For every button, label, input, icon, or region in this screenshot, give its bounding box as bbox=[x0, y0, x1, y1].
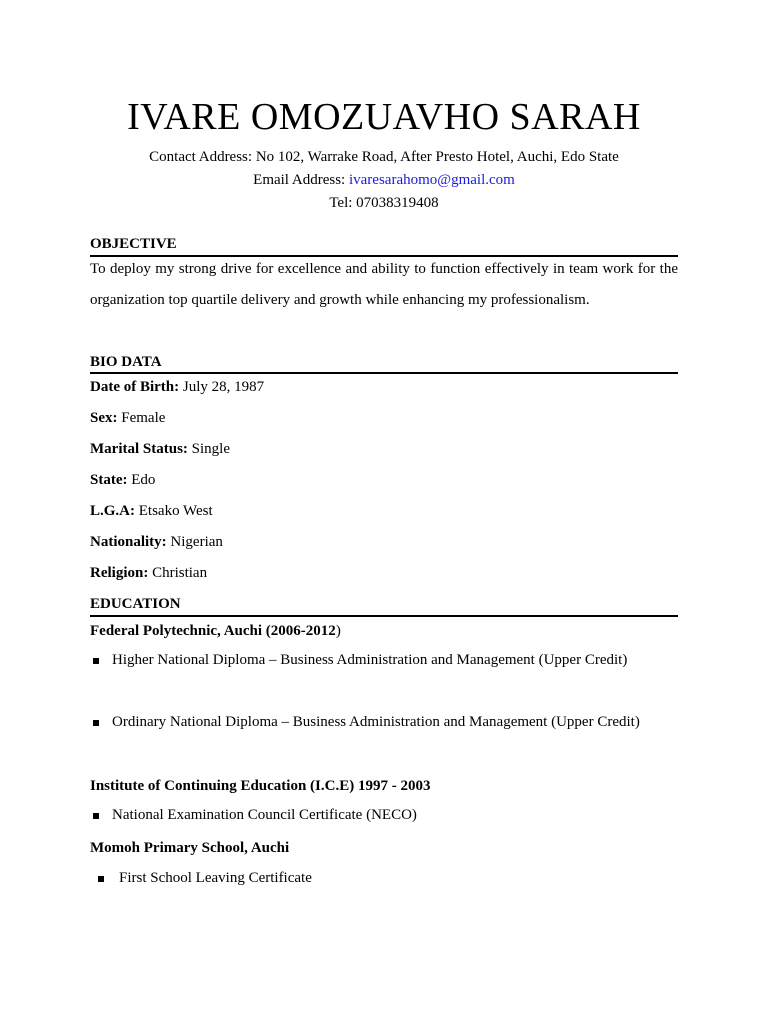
education-item-text: First School Leaving Certificate bbox=[119, 870, 312, 886]
school-name: Momoh Primary School, Auchi bbox=[90, 840, 290, 856]
bio-value: Christian bbox=[152, 565, 208, 581]
bio-value: Single bbox=[191, 441, 230, 457]
education-item-text: National Examination Council Certificate (NECO) bbox=[112, 807, 417, 823]
bullet-icon bbox=[93, 720, 99, 726]
bio-label: Marital Status: bbox=[90, 441, 188, 457]
school-institute-continuing-education bbox=[90, 775, 678, 797]
bio-row-nationality bbox=[90, 531, 678, 553]
bullet-icon bbox=[93, 813, 99, 819]
contact-address-line bbox=[90, 146, 678, 168]
school-momoh-primary bbox=[90, 837, 678, 859]
bullet-icon bbox=[93, 658, 99, 664]
school-name: Federal Polytechnic, Auchi (2006-2012 bbox=[90, 623, 336, 639]
bio-row-state bbox=[90, 469, 678, 491]
tel-line bbox=[90, 192, 678, 214]
school-name: Institute of Continuing Education (I.C.E) 1997 - 2003 bbox=[90, 778, 431, 794]
objective-heading: OBJECTIVE bbox=[90, 234, 678, 257]
education-item-text: Ordinary National Diploma – Business Administration and Management (Upper Credit) bbox=[112, 714, 640, 730]
bullet-icon bbox=[98, 876, 104, 882]
address-label: Contact Address: bbox=[149, 149, 253, 165]
education-heading: EDUCATION bbox=[90, 594, 678, 617]
bio-row-sex bbox=[90, 407, 678, 429]
bio-value: Etsako West bbox=[138, 503, 213, 519]
email-line bbox=[90, 169, 678, 191]
bio-row-marital-status bbox=[90, 438, 678, 460]
school-federal-polytechnic bbox=[90, 620, 678, 642]
resume-page bbox=[90, 0, 678, 1024]
bio-label: State: bbox=[90, 472, 128, 488]
bio-label: Date of Birth: bbox=[90, 379, 180, 395]
bio-value: Edo bbox=[131, 472, 156, 488]
bio-value: July 28, 1987 bbox=[182, 379, 265, 395]
applicant-name: IVARE OMOZUAVHO SARAH bbox=[127, 96, 641, 138]
bio-value: Nigerian bbox=[170, 534, 223, 550]
education-item-text: Higher National Diploma – Business Administration and Management (Upper Credit) bbox=[112, 652, 628, 668]
objective-text: To deploy my strong drive for excellence and ability to function effectively in team work for the organization top quartile delivery and growth while enhancing my professionalism. bbox=[90, 261, 678, 308]
bio-value: Female bbox=[121, 410, 166, 426]
bio-row-lga bbox=[90, 500, 678, 522]
email-label: Email Address: bbox=[253, 172, 346, 188]
email-link[interactable]: ivaresarahomo@gmail.com bbox=[348, 172, 515, 188]
bio-row-religion bbox=[90, 562, 678, 584]
bio-data-heading: BIO DATA bbox=[90, 352, 678, 374]
bio-label: Nationality: bbox=[90, 534, 167, 550]
address-value: No 102, Warrake Road, After Presto Hotel, Auchi, Edo State bbox=[255, 149, 619, 165]
bio-label: Sex: bbox=[90, 410, 118, 426]
tel-label: Tel: bbox=[329, 195, 353, 211]
bio-row-date-of-birth bbox=[90, 376, 678, 398]
bio-label: Religion: bbox=[90, 565, 149, 581]
tel-value: 07038319408 bbox=[356, 195, 439, 211]
school-name-suffix: ) bbox=[335, 623, 341, 639]
bio-label: L.G.A: bbox=[90, 503, 135, 519]
